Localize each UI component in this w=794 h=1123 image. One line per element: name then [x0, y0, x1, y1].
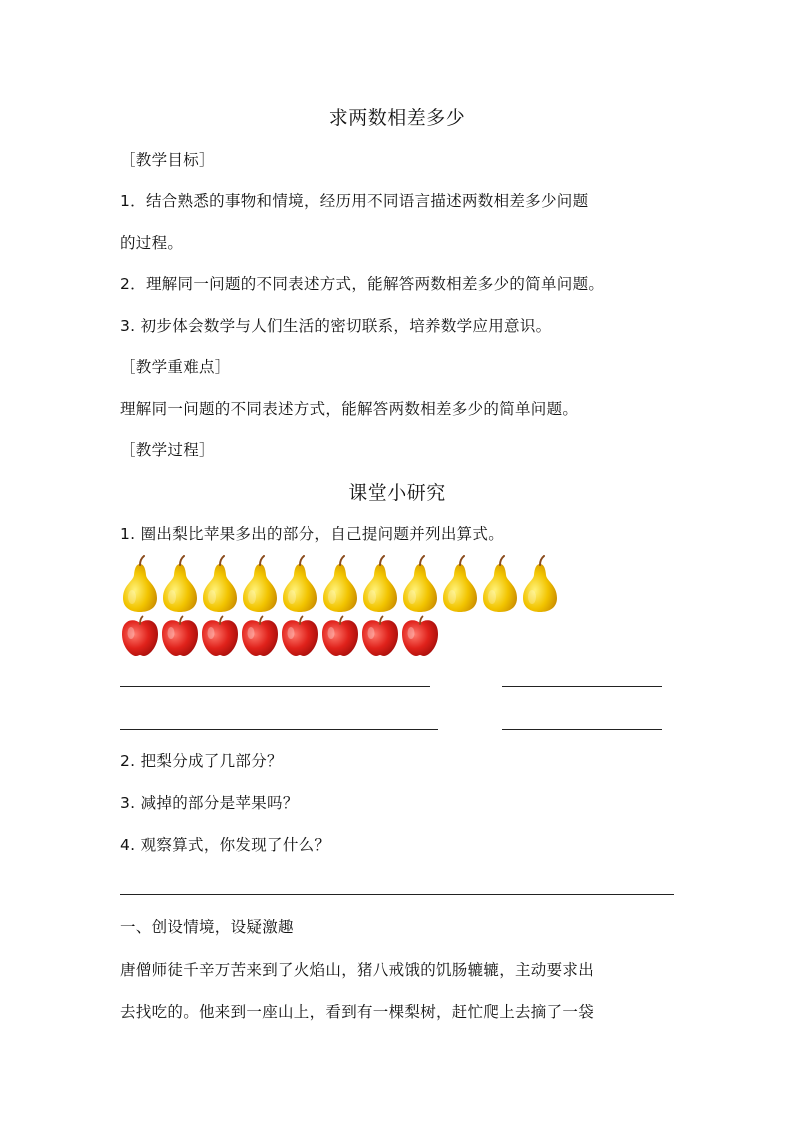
- objective-1-continued: 的过程。: [120, 234, 184, 252]
- pear-icon: [520, 555, 560, 613]
- objectives-heading: ［教学目标］: [120, 151, 215, 169]
- answer-line-question[interactable]: [120, 729, 438, 730]
- apple-icon: [360, 615, 400, 657]
- answer-line-observation[interactable]: [120, 894, 674, 895]
- question-4: 4. 观察算式，你发现了什么？: [120, 836, 331, 854]
- apple-icon: [120, 615, 160, 657]
- question-2: 2. 把梨分成了几部分？: [120, 752, 283, 770]
- apple-icon: [240, 615, 280, 657]
- question-3: 3. 减掉的部分是苹果吗？: [120, 794, 299, 812]
- pear-row: [120, 555, 560, 613]
- apple-icon: [320, 615, 360, 657]
- apple-row: [120, 615, 440, 657]
- story-text: 唐僧师徒千辛万苦来到了火焰山，猪八戒饿的饥肠辘辘，主动要求出: [120, 961, 595, 979]
- pear-icon: [480, 555, 520, 613]
- apple-icon: [280, 615, 320, 657]
- answer-line-question[interactable]: [120, 686, 430, 687]
- pear-icon: [280, 555, 320, 613]
- objective-1-text: 1．结合熟悉的事物和情境，经历用不同语言描述两数相差多少问题: [120, 192, 589, 210]
- apple-icon: [160, 615, 200, 657]
- apple-icon: [200, 615, 240, 657]
- keypoints-heading: ［教学重难点］: [120, 358, 231, 376]
- page-title: 求两数相差多少: [328, 107, 466, 129]
- keypoint-text: 理解同一问题的不同表述方式，能解答两数相差多少的简单问题。: [120, 400, 579, 418]
- research-title: 课堂小研究: [348, 482, 446, 504]
- question-1: 1. 圈出梨比苹果多出的部分，自己提问题并列出算式。: [120, 525, 505, 543]
- objective-2-text: 2．理解同一问题的不同表述方式，能解答两数相差多少的简单问题。: [120, 275, 605, 293]
- objective-3-text: 3. 初步体会数学与人们生活的密切联系，培养数学应用意识。: [120, 317, 552, 335]
- apple-icon: [400, 615, 440, 657]
- answer-line-formula[interactable]: [502, 686, 662, 687]
- pear-icon: [240, 555, 280, 613]
- process-heading: ［教学过程］: [120, 441, 215, 459]
- pear-icon: [320, 555, 360, 613]
- pear-icon: [360, 555, 400, 613]
- pear-icon: [440, 555, 480, 613]
- pear-icon: [120, 555, 160, 613]
- pear-icon: [160, 555, 200, 613]
- story-text: 去找吃的。他来到一座山上，看到有一棵梨树，赶忙爬上去摘了一袋: [120, 1003, 595, 1021]
- pear-icon: [400, 555, 440, 613]
- answer-line-formula[interactable]: [502, 729, 662, 730]
- story-heading: 一、创设情境，设疑激趣: [120, 918, 294, 936]
- pear-icon: [200, 555, 240, 613]
